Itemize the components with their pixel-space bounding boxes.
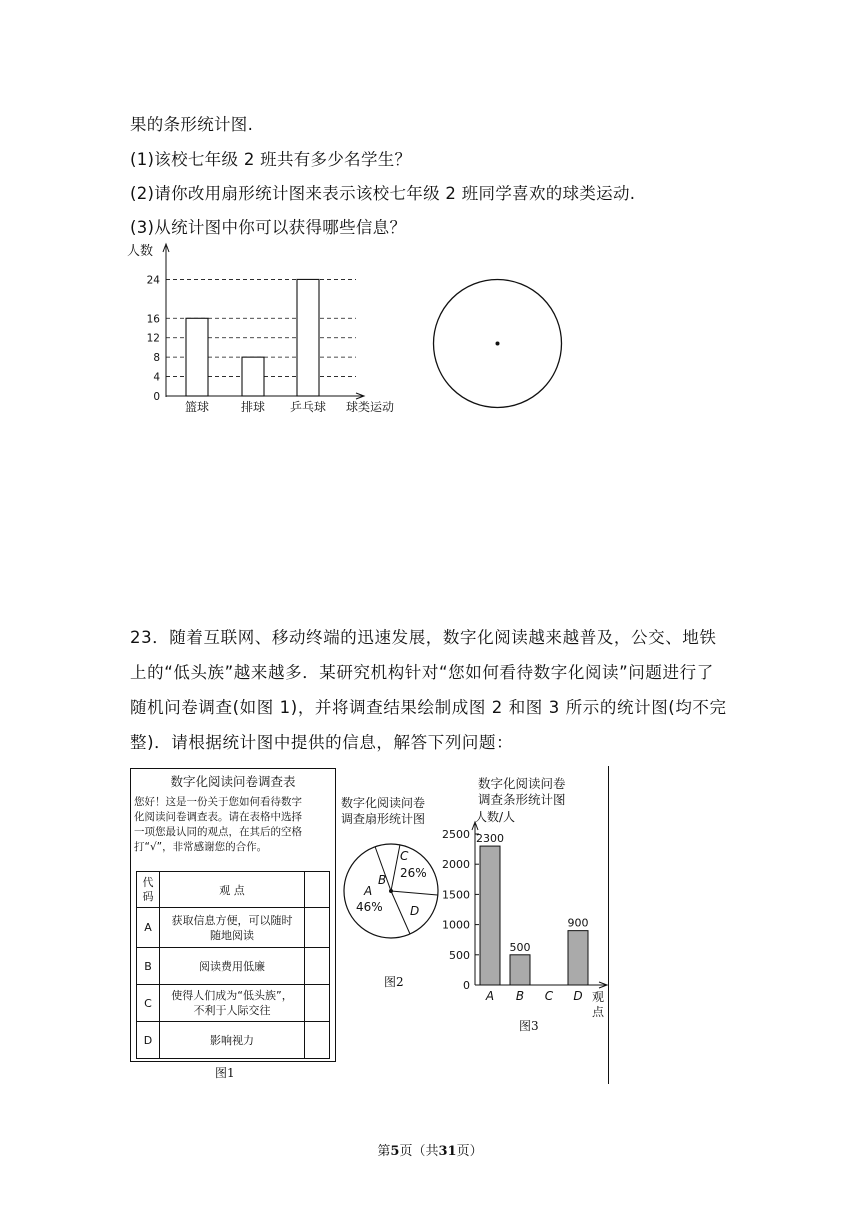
fig1-table	[136, 871, 330, 1059]
fig1-intro-line: 一项您最认同的观点，在其后的空格	[134, 826, 302, 838]
fig3-xlabel: 观	[592, 990, 605, 1004]
x-category-label: B	[515, 989, 525, 1003]
pie-label-c: C	[400, 849, 409, 863]
code-header-char: 代	[142, 875, 154, 889]
fig3-caption: 图3	[519, 1019, 539, 1033]
q22-question-1: (1)该校七年级 2 班共有多少名学生？	[130, 150, 412, 169]
q22-question-2: (2)请你改用扇形统计图来表示该校七年级 2 班同学喜欢的球类运动.	[130, 184, 636, 203]
footer-text: 第	[377, 1144, 391, 1159]
footer-page-number: 5	[390, 1144, 400, 1159]
bar-value-label: 2300	[476, 832, 504, 846]
bar-value-label: 900	[567, 916, 589, 930]
bar	[480, 846, 500, 985]
y-tick-label: 2000	[442, 858, 470, 872]
fig3-bar-chart	[435, 808, 615, 1033]
y-tick-label: 24	[146, 274, 160, 287]
footer-text: 页（共	[399, 1144, 439, 1159]
x-category-label: 乒乓球	[289, 400, 327, 414]
bar	[242, 357, 264, 396]
row-view-line: 随地阅读	[210, 928, 254, 942]
y-tick-label: 12	[146, 332, 160, 345]
fig3-title	[478, 776, 566, 808]
q23-text: 23．随着互联网、移动终端的迅速发展，数字化阅读越来越普及，公交、地铁上的“低头族”越来越多．某研究机构针对“您如何看待数字化阅读”问题进行了随机问卷调查(如图 1)，并将调查结果绘制成图 2 和图 3 所示的统计图(均不完整)．请根据统计图中提供的信息，解答下列问题：	[130, 628, 727, 752]
x-category-label: 排球	[240, 400, 266, 414]
y-tick-label: 1500	[442, 888, 470, 902]
row-view: 阅读费用低廉	[160, 948, 305, 985]
fig2-title-line: 调查扇形统计图	[341, 812, 426, 826]
check-cell	[305, 948, 330, 985]
y-tick-label: 1000	[442, 918, 470, 932]
x-category-label: 篮球	[184, 400, 210, 414]
code-header-char: 码	[142, 889, 154, 903]
row-view	[160, 908, 305, 948]
fig3-ylabel: 人数/人	[475, 810, 516, 824]
row-code: D	[137, 1022, 160, 1059]
fig2-caption: 图2	[384, 975, 404, 989]
vertical-divider	[608, 766, 609, 1084]
row-view	[160, 985, 305, 1022]
fig3-title-line: 调查条形统计图	[478, 792, 566, 807]
fig1-questionnaire	[130, 768, 336, 1062]
y-tick-label: 2500	[442, 828, 470, 841]
code-header	[137, 872, 160, 908]
fig3-title-line: 数字化阅读问卷	[478, 776, 566, 791]
bar-value-label: 500	[509, 940, 531, 954]
view-header: 观 点	[160, 872, 305, 908]
check-cell	[305, 872, 330, 908]
pie-sector-line	[391, 891, 410, 934]
row-code: C	[137, 985, 160, 1022]
fig1-intro	[134, 795, 302, 855]
q22-intro: 果的条形统计图.	[130, 115, 254, 134]
check-cell	[305, 1022, 330, 1059]
check-cell	[305, 985, 330, 1022]
blank-pie-circle	[430, 276, 566, 412]
row-view: 影响视力	[160, 1022, 305, 1059]
pie-pct-a: 46%	[356, 900, 383, 914]
row-view-line: 获取信息方便，可以随时	[171, 913, 293, 927]
x-axis-label: 球类运动	[346, 400, 395, 414]
row-view-line: 不利于人际交往	[193, 1004, 271, 1017]
fig3-xlabel: 点	[592, 1005, 605, 1019]
row-code: A	[137, 908, 160, 948]
q22-bar-chart	[120, 240, 420, 425]
fig1-title: 数字化阅读问卷调查表	[170, 774, 296, 789]
footer-total-pages: 31	[438, 1144, 457, 1159]
fig2-title-line: 数字化阅读问卷	[341, 796, 426, 810]
x-category-label: D	[573, 989, 583, 1003]
x-category-label: A	[485, 989, 495, 1003]
bar	[186, 318, 208, 396]
bar	[297, 279, 319, 396]
row-code: B	[137, 948, 160, 985]
y-tick-label: 16	[146, 313, 160, 326]
y-axis-label: 人数	[127, 244, 154, 259]
pie-label-d: D	[410, 904, 420, 918]
row-view-line: 使得人们成为“低头族”，	[171, 989, 293, 1002]
y-tick-label: 4	[153, 371, 160, 384]
y-tick-label: 500	[449, 948, 470, 962]
fig2-title	[341, 795, 425, 827]
pie-pct-c: 26%	[400, 866, 427, 880]
pie-sector-line	[391, 891, 438, 895]
fig1-intro-line: 化阅读问卷调查表。请在表格中选择	[134, 811, 302, 823]
bar	[510, 955, 530, 985]
pie-label-b: B	[378, 873, 387, 887]
y-tick-label: 8	[153, 352, 160, 365]
page-footer	[0, 1140, 860, 1159]
y-tick-label: 0	[463, 979, 470, 992]
pie-label-a: A	[364, 884, 373, 898]
check-cell	[305, 908, 330, 948]
bar	[568, 931, 588, 985]
footer-text: 页）	[456, 1144, 483, 1159]
x-category-label: C	[544, 989, 554, 1003]
y-tick-label: 0	[153, 391, 160, 403]
pie-sector-line	[391, 845, 400, 892]
circle-center-dot	[496, 342, 500, 346]
fig1-caption: 图1	[215, 1066, 235, 1080]
fig1-intro-line: 您好！这是一份关于您如何看待数字	[134, 796, 302, 808]
fig1-intro-line: 打“√”，非常感谢您的合作。	[134, 841, 268, 853]
q22-question-3: (3)从统计图中你可以获得哪些信息？	[130, 218, 407, 237]
